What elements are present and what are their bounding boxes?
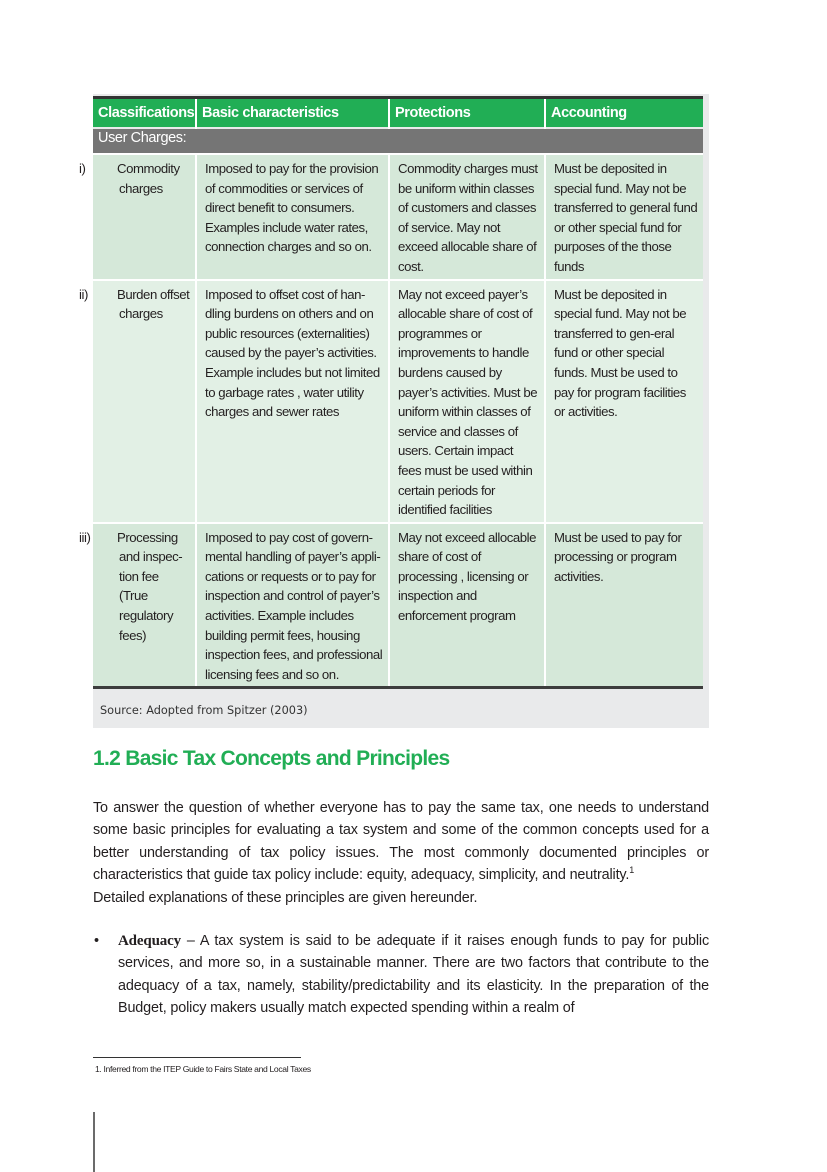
intro-tail-text: Detailed explanations of these principles are given hereunder. <box>93 889 478 906</box>
classification-text: Processing and inspec-tion fee (True regulatory fees) <box>117 529 183 643</box>
header-basic-characteristics: Basic characteristics <box>196 98 389 129</box>
cell-basic-characteristics: Imposed to pay cost of govern-mental handling of payer’s appli-cations or requests or to pay for inspection and control of payer’s activities. Example includes building permit fees, housing inspection fees, and professional licensing fees and so on. <box>196 523 389 688</box>
classification-text: Commodity charges <box>117 161 180 196</box>
table-row <box>93 154 703 280</box>
bullet-term: Adequacy <box>118 933 181 949</box>
cell-protections: Commodity charges must be uniform within classes of customers and classes of service. May not exceed allocable share of cost. <box>389 154 545 280</box>
section-heading: 1.2 Basic Tax Concepts and Principles <box>93 747 450 770</box>
section-row-user-charges <box>93 128 703 154</box>
footnote-ref-link[interactable]: 1 <box>629 865 635 876</box>
row-number: i) <box>79 161 86 176</box>
cell-accounting: Must be deposited in special fund. May not be transferred to gen-eral fund or other special funds. Must be used to pay for program facilities or activities. <box>545 280 703 523</box>
bullet-icon: • <box>94 933 99 949</box>
intro-paragraph <box>93 797 709 909</box>
cell-accounting: Must be used to pay for processing or program activities. <box>545 523 703 688</box>
classification-text: Burden offset charges <box>117 286 190 322</box>
row-number: ii) <box>79 286 88 302</box>
bullet-text: – A tax system is said to be adequate if it raises enough funds to pay for public services, and more so, in a sustainable manner. There are two factors that contribute to the adequacy of a tax, namely, stability/predictability and its elasticity. In the preparation of the Budget, policy makers usually match expected spending within a realm of <box>118 933 709 1017</box>
table-row <box>93 280 703 523</box>
table-source-note: Source: Adopted from Spitzer (2003) <box>100 704 308 717</box>
header-classifications: Classifications <box>93 98 196 129</box>
footnote-divider <box>93 1057 301 1058</box>
cell-classification <box>79 280 196 523</box>
row-number: iii) <box>79 529 91 545</box>
footnote: 1. Inferred from the ITEP Guide to Fairs State and Local Taxes <box>95 1064 311 1074</box>
section-label: User Charges: <box>93 128 703 154</box>
header-protections: Protections <box>389 98 545 129</box>
page-margin-bar <box>93 1112 95 1172</box>
cell-basic-characteristics: Imposed to pay for the provision of commodities or services of direct benefit to consumers. Examples include water rates, connection charges and so on. <box>196 154 389 280</box>
user-charges-table <box>79 96 703 689</box>
header-accounting: Accounting <box>545 98 703 129</box>
cell-classification <box>79 523 196 688</box>
table-header-row <box>93 98 703 129</box>
table-row <box>93 523 703 688</box>
intro-text: To answer the question of whether everyone has to pay the same tax, one needs to understand some basic principles for evaluating a tax system and some of the common concepts used for a better understanding of tax policy issues. The most commonly documented principles or characteristics that guide tax policy include: equity, adequacy, simplicity, and neutrality. <box>93 800 709 884</box>
cell-basic-characteristics: Imposed to offset cost of han-dling burdens on others and on public resources (externalities) caused by the payer’s activities. Example includes but not limited to garbage rates , water utility charges and sewer rates <box>196 280 389 523</box>
cell-accounting: Must be deposited in special fund. May not be transferred to general fund or other special fund for purposes of the those funds <box>545 154 703 280</box>
cell-protections: May not exceed payer’s allocable share of cost of programmes or improvements to handle burdens caused by payer’s activities. Must be uniform within classes of service and classes of users. Certain impact fees must be used within certain periods for identified facilities <box>389 280 545 523</box>
cell-classification <box>79 154 196 280</box>
bullet-item-adequacy <box>93 930 709 1020</box>
cell-protections: May not exceed allocable share of cost of processing , licensing or inspection and enforcement program <box>389 523 545 688</box>
